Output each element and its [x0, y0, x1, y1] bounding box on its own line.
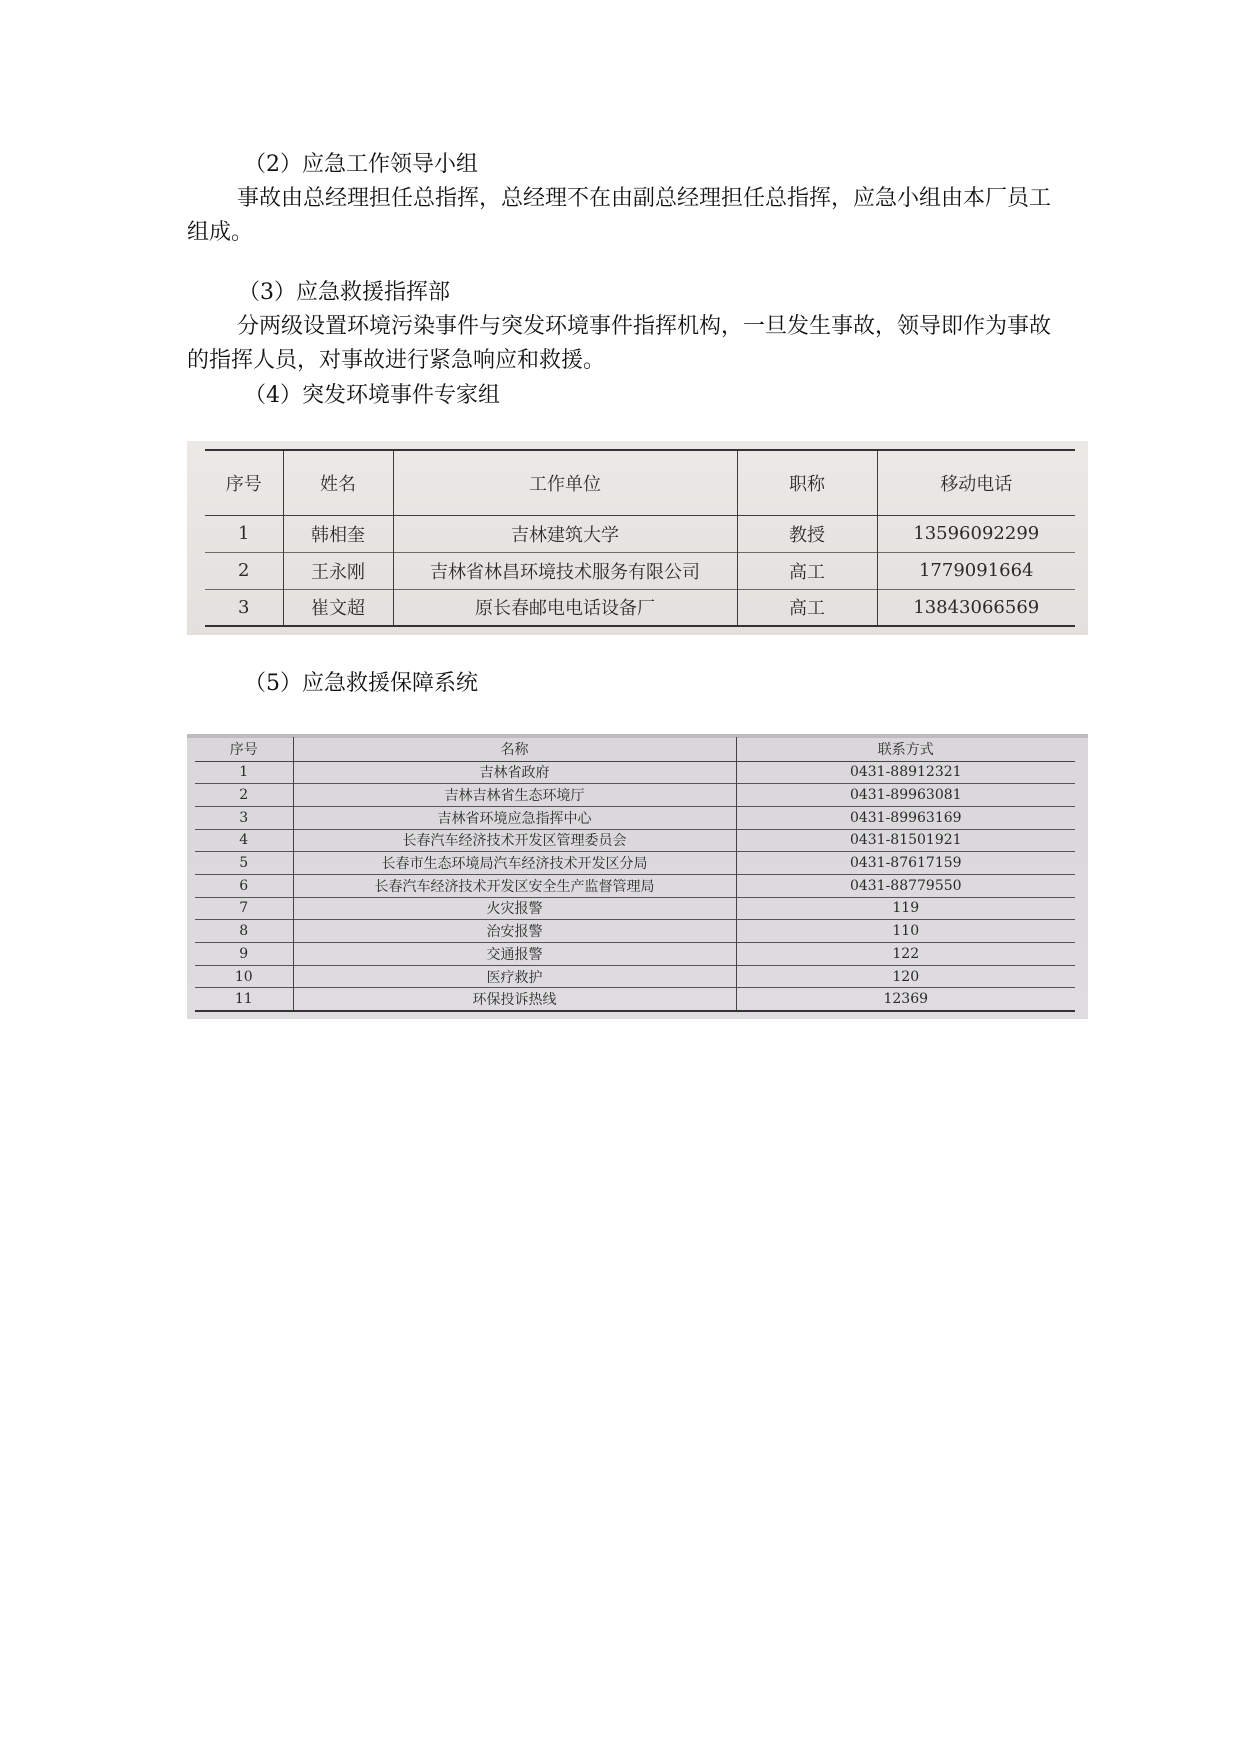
table-row	[195, 761, 1075, 784]
table-row	[195, 897, 1075, 920]
section-2-body: 事故由总经理担任总指挥，总经理不在由副总经理担任总指挥，应急小组由本厂员工组成。	[187, 186, 1052, 245]
table-row	[195, 852, 1075, 875]
table-row	[195, 874, 1075, 897]
table-cell: 120	[736, 965, 1075, 988]
section-5-heading: （5）应急救援保障系统	[244, 671, 478, 696]
table-row	[205, 515, 1075, 552]
experts-table-header-row	[205, 450, 1075, 515]
column-header: 序号	[205, 450, 283, 515]
table-row	[195, 806, 1075, 829]
table-row	[195, 965, 1075, 988]
table-cell: 环保投诉热线	[293, 988, 736, 1011]
contacts-table	[195, 737, 1075, 1012]
table-cell: 5	[195, 852, 293, 875]
column-header: 序号	[195, 737, 293, 761]
table-cell: 13596092299	[877, 515, 1075, 552]
table-cell: 6	[195, 874, 293, 897]
table-cell: 长春市生态环境局汽车经济技术开发区分局	[293, 852, 736, 875]
table-cell: 0431-88912321	[736, 761, 1075, 784]
table-row	[195, 988, 1075, 1011]
column-header: 联系方式	[736, 737, 1075, 761]
table-row	[205, 552, 1075, 589]
table-cell: 交通报警	[293, 943, 736, 966]
table-row	[205, 589, 1075, 626]
table-cell: 高工	[737, 589, 877, 626]
column-header: 名称	[293, 737, 736, 761]
table-cell: 1	[195, 761, 293, 784]
table-row	[195, 829, 1075, 852]
table-cell: 医疗救护	[293, 965, 736, 988]
table-cell: 吉林吉林省生态环境厅	[293, 784, 736, 807]
table-cell: 吉林建筑大学	[393, 515, 737, 552]
column-header: 职称	[737, 450, 877, 515]
section-2-heading: （2）应急工作领导小组	[244, 152, 478, 177]
table-cell: 110	[736, 920, 1075, 943]
experts-table-photo	[187, 441, 1088, 635]
table-cell: 12369	[736, 988, 1075, 1011]
section-4-heading: （4）突发环境事件专家组	[244, 383, 500, 408]
table-cell: 崔文超	[283, 589, 393, 626]
table-cell: 2	[195, 784, 293, 807]
table-cell: 13843066569	[877, 589, 1075, 626]
table-cell: 吉林省环境应急指挥中心	[293, 806, 736, 829]
table-cell: 长春汽车经济技术开发区管理委员会	[293, 829, 736, 852]
table-row	[195, 920, 1075, 943]
table-cell: 8	[195, 920, 293, 943]
table-cell: 3	[205, 589, 283, 626]
table-cell: 3	[195, 806, 293, 829]
contacts-table-header-row	[195, 737, 1075, 761]
table-cell: 0431-89963081	[736, 784, 1075, 807]
section-3-body: 分两级设置环境污染事件与突发环境事件指挥机构，一旦发生事故，领导即作为事故的指挥人员，对事故进行紧急响应和救援。	[187, 314, 1052, 373]
contacts-table-photo	[187, 734, 1088, 1019]
table-cell: 治安报警	[293, 920, 736, 943]
column-header: 姓名	[283, 450, 393, 515]
table-cell: 119	[736, 897, 1075, 920]
table-cell: 吉林省政府	[293, 761, 736, 784]
table-cell: 0431-88779550	[736, 874, 1075, 897]
experts-table	[205, 449, 1075, 627]
table-cell: 10	[195, 965, 293, 988]
table-cell: 7	[195, 897, 293, 920]
table-cell: 长春汽车经济技术开发区安全生产监督管理局	[293, 874, 736, 897]
table-cell: 0431-89963169	[736, 806, 1075, 829]
table-cell: 高工	[737, 552, 877, 589]
table-cell: 122	[736, 943, 1075, 966]
table-cell: 韩相奎	[283, 515, 393, 552]
table-row	[195, 943, 1075, 966]
table-cell: 火灾报警	[293, 897, 736, 920]
section-3-heading: （3）应急救援指挥部	[238, 280, 450, 305]
column-header: 移动电话	[877, 450, 1075, 515]
table-cell: 吉林省林昌环境技术服务有限公司	[393, 552, 737, 589]
table-cell: 2	[205, 552, 283, 589]
table-cell: 原长春邮电电话设备厂	[393, 589, 737, 626]
table-cell: 4	[195, 829, 293, 852]
table-cell: 教授	[737, 515, 877, 552]
column-header: 工作单位	[393, 450, 737, 515]
table-cell: 0431-81501921	[736, 829, 1075, 852]
table-cell: 0431-87617159	[736, 852, 1075, 875]
table-cell: 1	[205, 515, 283, 552]
table-row	[195, 784, 1075, 807]
table-cell: 11	[195, 988, 293, 1011]
table-cell: 9	[195, 943, 293, 966]
table-cell: 1779091664	[877, 552, 1075, 589]
table-cell: 王永刚	[283, 552, 393, 589]
